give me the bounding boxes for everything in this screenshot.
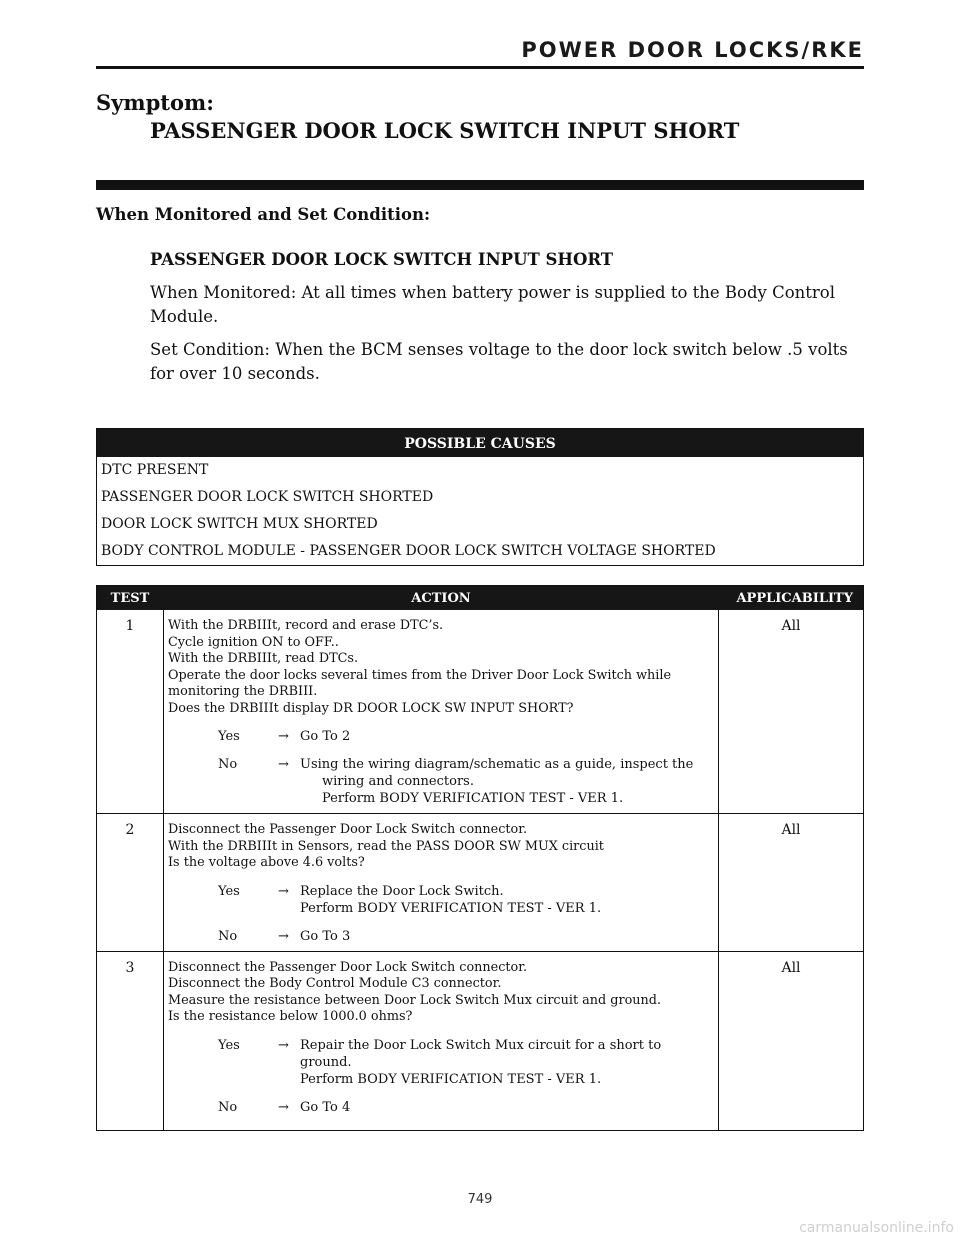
- cause-item: BODY CONTROL MODULE - PASSENGER DOOR LOCK SWITCH VOLTAGE SHORTED: [101, 543, 716, 559]
- symptom-title: PASSENGER DOOR LOCK SWITCH INPUT SHORT: [150, 118, 740, 143]
- answer-line: Go To 2: [300, 729, 351, 744]
- answer-line: Go To 4: [300, 1099, 351, 1115]
- arrow-right-icon: →: [278, 757, 289, 772]
- possible-causes-table: [96, 428, 864, 566]
- test-applicability: All: [781, 618, 801, 634]
- yes-answer: [168, 1037, 714, 1088]
- test-step: Disconnect the Passenger Door Lock Switch connector.: [168, 959, 528, 975]
- arrow-right-icon: →: [278, 928, 289, 944]
- answer-line: Perform BODY VERIFICATION TEST - VER 1.: [300, 900, 602, 916]
- test-row: [97, 813, 863, 951]
- test-number: 1: [125, 618, 135, 634]
- test-step: Disconnect the Passenger Door Lock Switch connector.: [168, 822, 528, 837]
- section-divider: [96, 180, 864, 190]
- test-step: Measure the resistance between Door Lock Switch Mux circuit and ground.: [168, 992, 662, 1008]
- watermark: carmanualsonline.info: [799, 1220, 954, 1236]
- header-applicability: APPLICABILITY: [736, 591, 853, 606]
- answer-line: Repair the Door Lock Switch Mux circuit for a short to ground.: [300, 1037, 662, 1070]
- yes-label: Yes: [218, 1037, 240, 1053]
- test-step: With the DRBIIIt, record and erase DTC’s.: [168, 618, 444, 633]
- test-step: With the DRBIIIt, read DTCs.: [168, 651, 359, 666]
- test-action: [163, 952, 719, 1130]
- test-step: Cycle ignition ON to OFF..: [168, 634, 339, 650]
- arrow-right-icon: →: [278, 1099, 289, 1115]
- header-rule: [96, 66, 864, 69]
- arrow-right-icon: →: [278, 729, 289, 744]
- test-step: Operate the door locks several times from the Driver Door Lock Switch while monitoring the DRBIII.: [168, 667, 672, 699]
- yes-result: [300, 883, 714, 917]
- test-step: With the DRBIIIt in Sensors, read the PASS DOOR SW MUX circuit: [168, 838, 604, 854]
- no-answer: [168, 756, 714, 807]
- test-row: [97, 610, 863, 813]
- no-label: No: [218, 928, 238, 944]
- cause-item: DOOR LOCK SWITCH MUX SHORTED: [101, 516, 378, 532]
- answer-line: Go To 3: [300, 928, 351, 944]
- conditions-title: PASSENGER DOOR LOCK SWITCH INPUT SHORT: [150, 250, 614, 269]
- page-header-title: POWER DOOR LOCKS/RKE: [521, 38, 864, 62]
- answer-line: Using the wiring diagram/schematic as a guide, inspect the: [300, 757, 694, 772]
- test-applicability: All: [781, 822, 801, 838]
- test-step: Disconnect the Body Control Module C3 connector.: [168, 976, 502, 991]
- test-step: Is the resistance below 1000.0 ohms?: [168, 1009, 413, 1024]
- test-applicability: All: [781, 959, 801, 976]
- answer-line: Perform BODY VERIFICATION TEST - VER 1.: [322, 791, 624, 806]
- page-number: 749: [467, 1192, 493, 1207]
- test-action: [163, 814, 719, 951]
- header-test: TEST: [110, 591, 150, 606]
- test-number: 3: [125, 959, 135, 976]
- no-answer: [168, 928, 714, 945]
- no-result: [300, 756, 714, 807]
- cause-item: DTC PRESENT: [101, 462, 209, 478]
- test-action: [163, 610, 719, 813]
- conditions-heading: When Monitored and Set Condition:: [96, 205, 431, 224]
- conditions-block: [150, 248, 864, 395]
- set-condition-text: Set Condition: When the BCM senses voltage to the door lock switch below .5 volts for over 10 seconds.: [150, 340, 848, 383]
- no-answer: [168, 1099, 714, 1116]
- test-number: 2: [125, 822, 135, 838]
- answer-line: Perform BODY VERIFICATION TEST - VER 1.: [300, 1071, 602, 1087]
- arrow-right-icon: →: [278, 1037, 289, 1053]
- header-action: ACTION: [411, 591, 471, 606]
- when-monitored-text: When Monitored: At all times when battery power is supplied to the Body Control Module.: [150, 283, 835, 326]
- yes-result: [300, 1037, 714, 1088]
- yes-result: [300, 728, 714, 745]
- test-step: Is the voltage above 4.6 volts?: [168, 855, 365, 870]
- yes-answer: [168, 883, 714, 917]
- test-step: Does the DRBIIIt display DR DOOR LOCK SW INPUT SHORT?: [168, 700, 574, 716]
- no-result: [300, 928, 714, 945]
- test-table-header: [97, 586, 863, 610]
- test-row: [97, 951, 863, 1130]
- yes-label: Yes: [218, 729, 240, 744]
- cause-item: PASSENGER DOOR LOCK SWITCH SHORTED: [101, 489, 434, 505]
- answer-line: wiring and connectors.: [322, 774, 474, 789]
- yes-answer: [168, 728, 714, 745]
- no-label: No: [218, 757, 238, 772]
- no-result: [300, 1099, 714, 1116]
- arrow-right-icon: →: [278, 883, 289, 899]
- possible-causes-heading: POSSIBLE CAUSES: [97, 429, 863, 457]
- answer-line: Replace the Door Lock Switch.: [300, 883, 504, 899]
- yes-label: Yes: [218, 883, 240, 899]
- test-table: [96, 585, 864, 1131]
- no-label: No: [218, 1099, 238, 1115]
- symptom-label: Symptom:: [96, 90, 214, 115]
